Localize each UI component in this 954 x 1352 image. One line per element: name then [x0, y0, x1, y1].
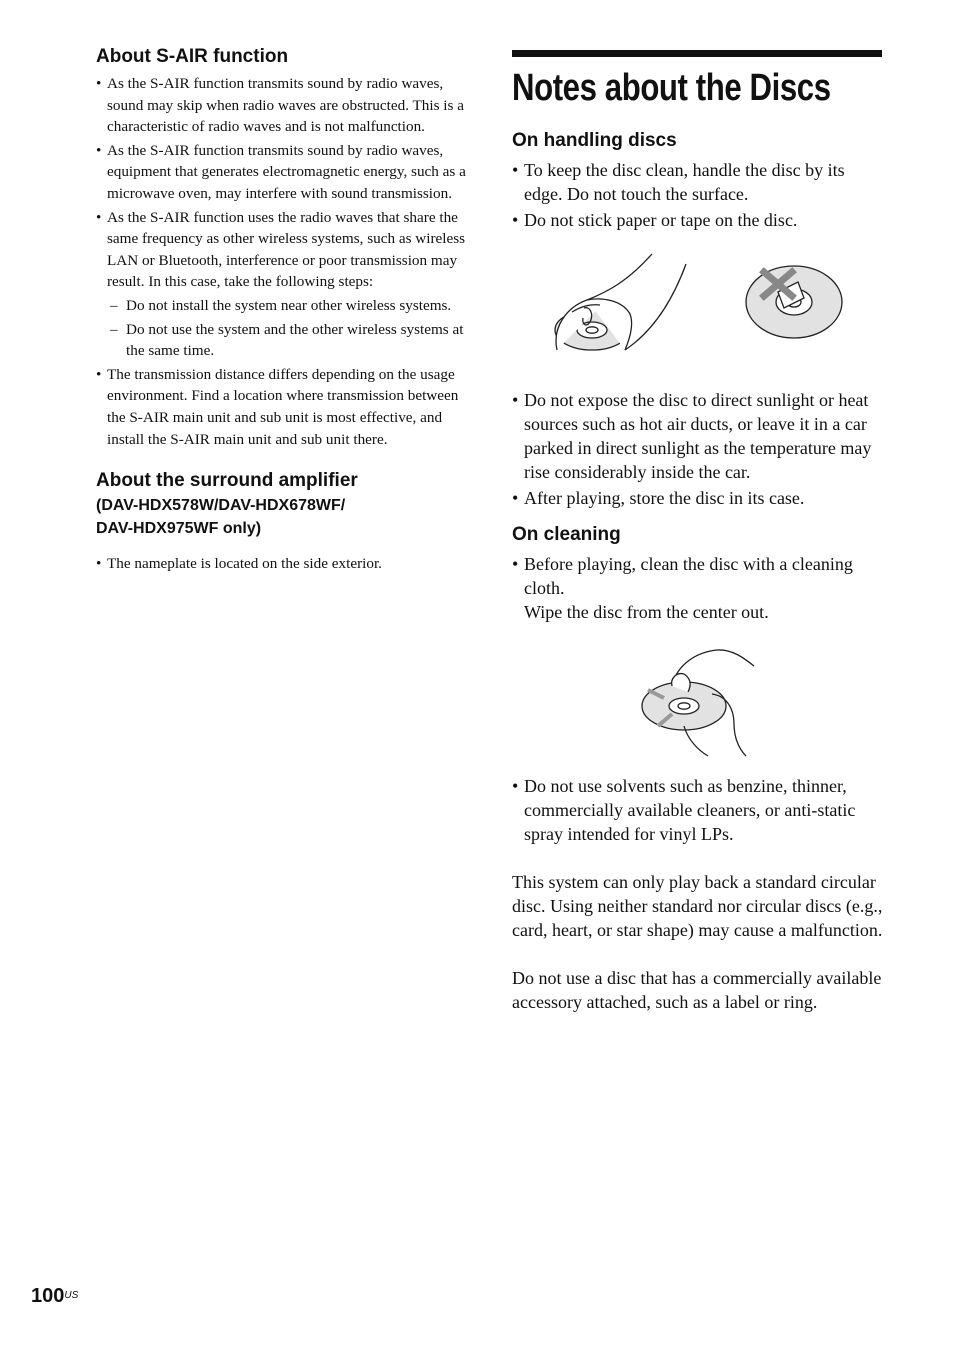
amp-heading: About the surround amplifier: [96, 470, 358, 492]
amp-subheading-line2: DAV-HDX975WF only): [96, 520, 262, 538]
paragraph-circular-disc: This system can only play back a standard circular disc. Using neither standard nor circular discs (e.g., card, heart, or star shape) may cause a malfunction.: [512, 872, 883, 940]
left-column: [96, 44, 468, 575]
list-item: • Before playing, clean the disc with a cleaning cloth. Wipe the disc from the center out.: [512, 554, 853, 622]
list-item: • After playing, store the disc in its case.: [512, 488, 805, 508]
hand-holding-disc-icon: [555, 254, 686, 350]
title-rule: [512, 50, 882, 57]
list-item: • Do not stick paper or tape on the disc.: [512, 210, 798, 230]
paragraph-accessory: Do not use a disc that has a commercially available accessory attached, such as a label or ring.: [512, 968, 882, 1012]
page-number: $100^{US}$: [31, 1285, 79, 1307]
list-item: • As the S-AIR function transmits sound by radio waves, sound may skip when radio waves are obstructed. This is a characteristic of radio waves and is not malfunction.: [96, 75, 464, 136]
list-item: • As the S-AIR function transmits sound by radio waves, equipment that generates electromagnetic energy, such as a microwave oven, may interfere with sound transmission.: [96, 141, 466, 202]
list-item: • Do not use solvents such as benzine, thinner, commercially available cleaners, or anti-static spray intended for vinyl LPs.: [512, 776, 856, 844]
steps-list: [107, 295, 468, 362]
cleaning-list-top: [512, 552, 884, 624]
page-title: Notes about the Discs: [512, 67, 831, 109]
region-code: US: [64, 1290, 79, 1301]
handling-heading: On handling discs: [512, 130, 677, 151]
right-column: [512, 50, 884, 1014]
sair-heading: About S-AIR function: [96, 46, 289, 67]
list-item: • The transmission distance differs depending on the usage environment. Find a location where transmission between the S-AIR main unit and sub unit is most effective, and install the S-AIR main unit and sub unit there.: [96, 365, 459, 448]
disc-cleaning-illustration: [512, 644, 884, 764]
list-item: • To keep the disc clean, handle the disc by its edge. Do not touch the surface.: [512, 160, 845, 204]
amp-subheading-line1: (DAV-HDX578W/DAV-HDX678WF/: [96, 497, 346, 515]
disc-handling-illustration: [512, 252, 884, 372]
amp-list: [96, 553, 468, 575]
cleaning-heading: On cleaning: [512, 524, 621, 545]
list-item: – Do not use the system and the other wireless systems at the same time.: [110, 320, 464, 360]
list-item: • The nameplate is located on the side exterior.: [96, 555, 382, 573]
cleaning-list-bottom: [512, 774, 884, 846]
list-item: • Do not expose the disc to direct sunlight or heat sources such as hot air ducts, or leave it in a car parked in direct sunlight as the temperature may rise considerably inside the car.: [512, 390, 872, 482]
hand-wiping-disc-icon: [642, 650, 754, 756]
handling-list-top: [512, 158, 884, 232]
sair-list: [96, 73, 468, 450]
list-item: • As the S-AIR function uses the radio waves that share the same frequency as other wireless systems, such as wireless LAN or Bluetooth, interference or poor transmission may result. In this case, take the following steps: – Do not install the system near other wireless systems. – Do not use the system and the other wireless systems at the same time.: [96, 207, 468, 362]
handling-list-bottom: [512, 388, 884, 510]
disc-with-tape-icon: [746, 266, 842, 338]
list-item: – Do not install the system near other wireless systems.: [110, 296, 452, 314]
